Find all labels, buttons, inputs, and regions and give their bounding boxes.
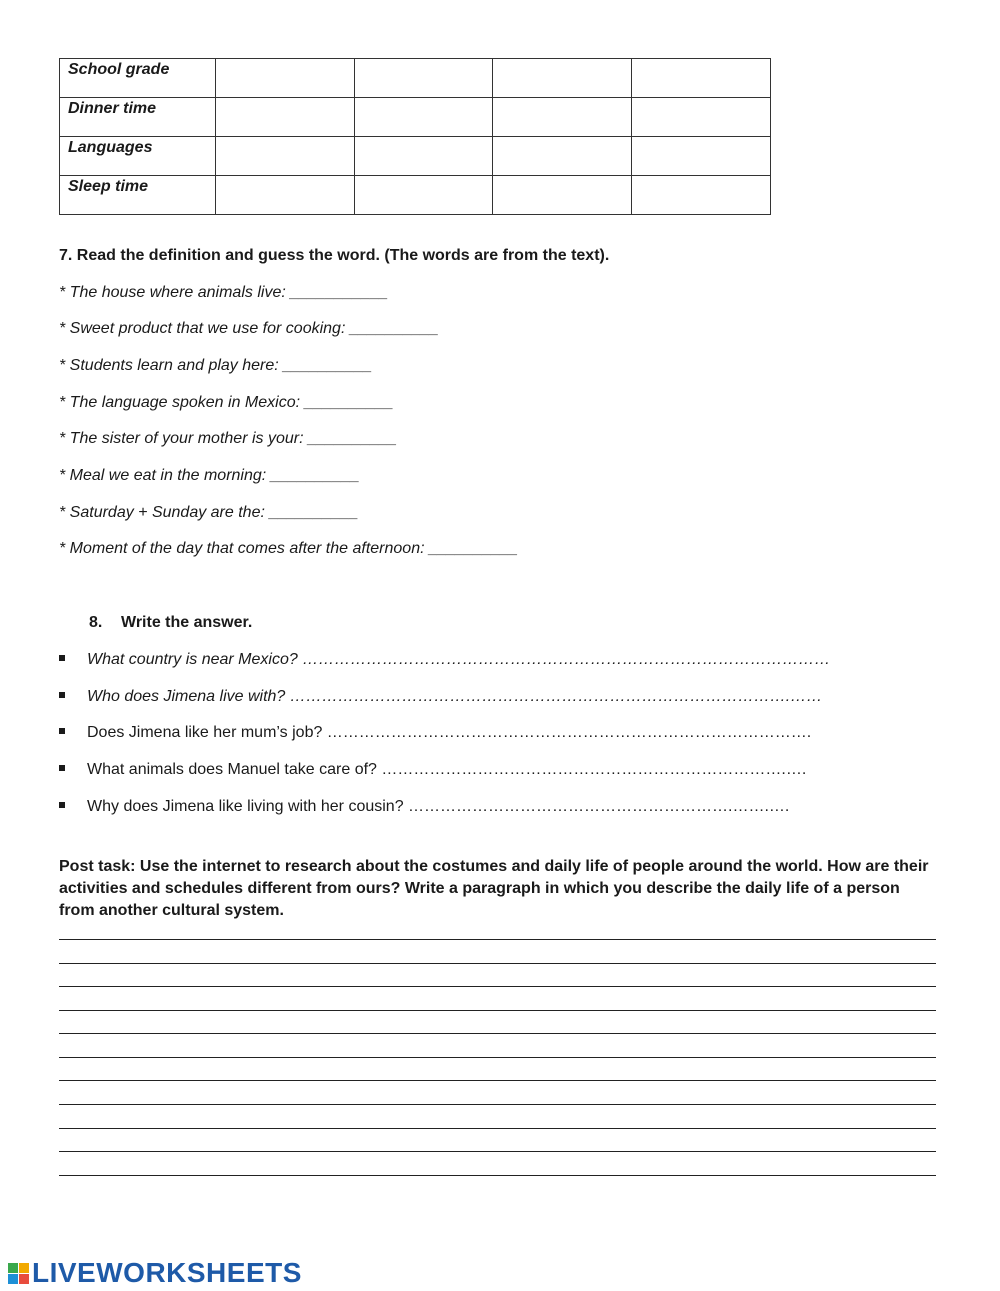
- writing-line[interactable]: [59, 1128, 936, 1129]
- row-label: Languages: [60, 137, 216, 176]
- question-item[interactable]: [59, 651, 830, 669]
- writing-line[interactable]: [59, 1010, 936, 1011]
- table-row: [60, 98, 771, 137]
- logo-mark-icon: [8, 1263, 29, 1284]
- question-text: Does Jimena like her mum’s job? ……………………………………………………………………………….: [87, 724, 812, 741]
- writing-line[interactable]: [59, 1080, 936, 1081]
- table-cell[interactable]: [215, 98, 354, 137]
- row-label: School grade: [60, 59, 216, 98]
- bullet-icon: [59, 765, 65, 771]
- writing-line[interactable]: [59, 963, 936, 964]
- logo-square: [19, 1274, 29, 1284]
- section-8-title: [89, 614, 252, 632]
- table-cell[interactable]: [632, 176, 771, 215]
- table-cell[interactable]: [215, 59, 354, 98]
- logo-text: LIVEWORKSHEETS: [32, 1257, 302, 1288]
- question-item[interactable]: [59, 688, 822, 706]
- table-cell[interactable]: [493, 137, 632, 176]
- table-row: [60, 59, 771, 98]
- comparison-table: [59, 58, 771, 215]
- bullet-icon: [59, 802, 65, 808]
- table-cell[interactable]: [493, 98, 632, 137]
- section-8-heading: Write the answer.: [121, 614, 253, 631]
- table-cell[interactable]: [354, 98, 493, 137]
- definition-item[interactable]: * Meal we eat in the morning: __________: [59, 467, 360, 484]
- bullet-icon: [59, 728, 65, 734]
- table-cell[interactable]: [215, 176, 354, 215]
- writing-line[interactable]: [59, 1033, 936, 1034]
- question-text: Who does Jimena live with? ………………………………………………………………………………….……: [87, 688, 823, 705]
- row-label: Dinner time: [60, 98, 216, 137]
- question-item[interactable]: [59, 761, 806, 779]
- question-item[interactable]: [59, 724, 811, 742]
- question-item[interactable]: [59, 798, 789, 816]
- question-text: What animals does Manuel take care of? ………………………………………………………………….….: [87, 761, 807, 778]
- section-7-title: 7. Read the definition and guess the word. (The words are from the text).: [59, 247, 610, 264]
- logo-square: [8, 1274, 18, 1284]
- definition-item[interactable]: * The house where animals live: ___________: [59, 284, 389, 301]
- logo-square: [8, 1263, 18, 1273]
- table-cell[interactable]: [354, 59, 493, 98]
- definition-item[interactable]: * Sweet product that we use for cooking: __________: [59, 320, 439, 337]
- table-cell[interactable]: [493, 176, 632, 215]
- writing-line[interactable]: [59, 1104, 936, 1105]
- writing-line[interactable]: [59, 1151, 936, 1152]
- writing-line[interactable]: [59, 1057, 936, 1058]
- question-text: Why does Jimena like living with her cousin? …………………………………………………….…….….: [87, 798, 790, 815]
- question-text: What country is near Mexico? ………………………………………………………………………………………: [87, 651, 831, 668]
- bullet-icon: [59, 655, 65, 661]
- logo-square: [19, 1263, 29, 1273]
- liveworksheets-logo[interactable]: [8, 1258, 302, 1288]
- definition-item[interactable]: * The language spoken in Mexico: __________: [59, 394, 394, 411]
- table-cell[interactable]: [632, 59, 771, 98]
- definition-item[interactable]: * Students learn and play here: __________: [59, 357, 373, 374]
- definition-item[interactable]: * Saturday + Sunday are the: __________: [59, 504, 359, 521]
- post-task-instructions: Post task: Use the internet to research about the costumes and daily life of people around the world. How are their activities and schedules different from ours? Write a paragraph in which you describe the daily life of a person from another cultural system.: [59, 858, 929, 919]
- table-cell[interactable]: [632, 137, 771, 176]
- definition-item[interactable]: * Moment of the day that comes after the afternoon: __________: [59, 540, 518, 557]
- table-cell[interactable]: [354, 137, 493, 176]
- table-row: [60, 137, 771, 176]
- table-cell[interactable]: [493, 59, 632, 98]
- row-label: Sleep time: [60, 176, 216, 215]
- table-cell[interactable]: [215, 137, 354, 176]
- table-row: [60, 176, 771, 215]
- section-8-number: 8.: [89, 614, 103, 631]
- table-cell[interactable]: [354, 176, 493, 215]
- writing-line[interactable]: [59, 986, 936, 987]
- table-cell[interactable]: [632, 98, 771, 137]
- writing-line[interactable]: [59, 1175, 936, 1176]
- definition-item[interactable]: * The sister of your mother is your: __________: [59, 430, 397, 447]
- bullet-icon: [59, 692, 65, 698]
- writing-line[interactable]: [59, 939, 936, 940]
